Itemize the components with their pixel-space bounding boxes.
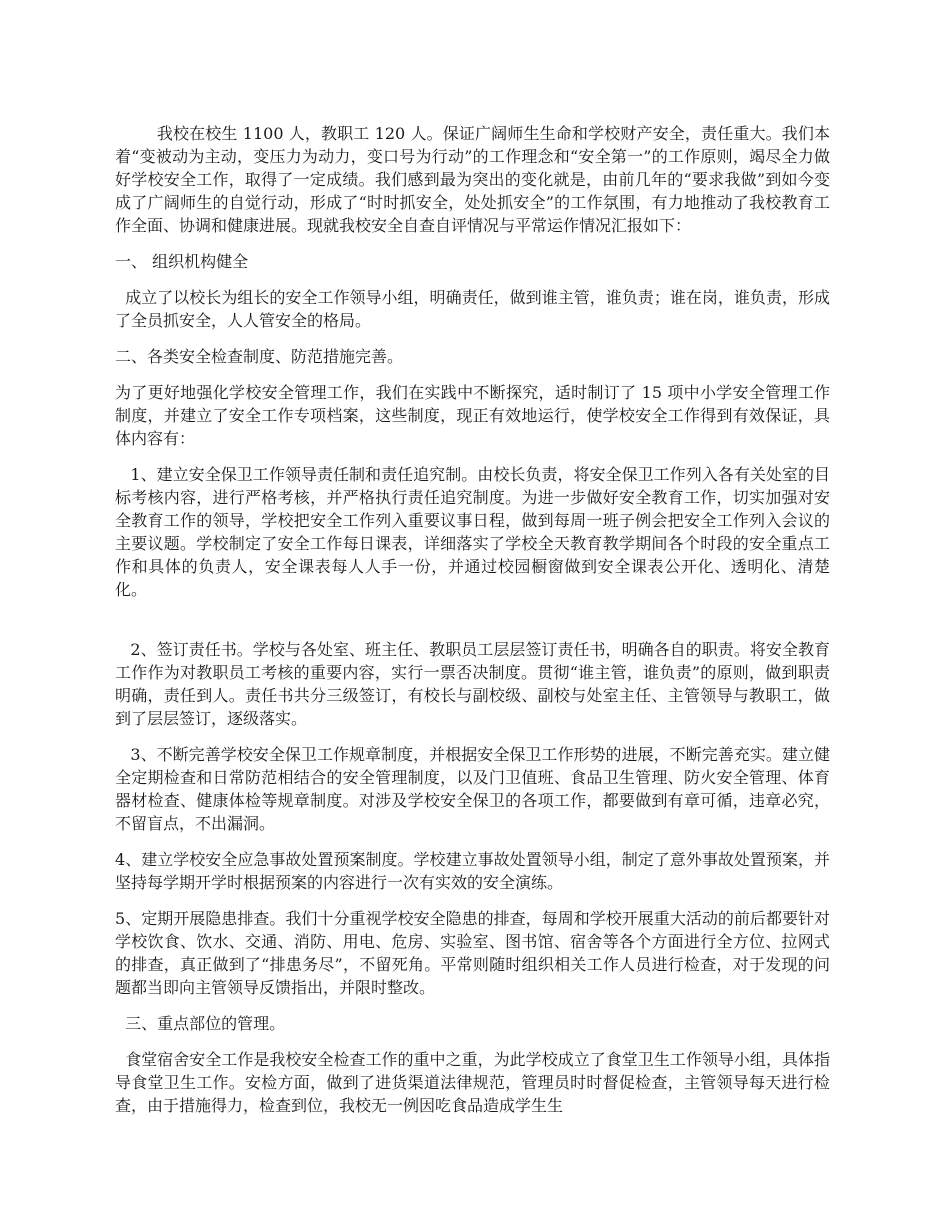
org-paragraph: 成立了以校长为组长的安全工作领导小组，明确责任，做到谁主管，谁负责；谁在岗，谁负责，形成了全员抓安全，人人管安全的格局。 bbox=[115, 288, 830, 330]
item-3-paragraph: 3、不断完善学校安全保卫工作规章制度，并根据安全保卫工作形势的进展，不断完善充实。建立健全定期检查和日常防范相结合的安全管理制度，以及门卫值班、食品卫生管理、防火安全管理、体育器材检查、健康体检等规章制度。对涉及学校安全保卫的各项工作，都要做到有章可循，违章必究，不留盲点，不出漏洞。 bbox=[115, 745, 830, 833]
item-2-paragraph: 2、签订责任书。学校与各处室、班主任、教职员工层层签订责任书，明确各自的职责。将安全教育工作作为对教职员工考核的重要内容，实行一票否决制度。贯彻“谁主管，谁负责”的原则，做到职责明确，责任到人。责任书共分三级签订，有校长与副校级、副校与处室主任、主管领导与教职工，做到了层层签订，逐级落实。 bbox=[115, 640, 830, 728]
item-5-paragraph: 5、定期开展隐患排查。我们十分重视学校安全隐患的排查，每周和学校开展重大活动的前后都要针对学校饮食、饮水、交通、消防、用电、危房、实验室、图书馆、宿舍等各个方面进行全方位、拉网式的排查，真正做到了“排患务尽”，不留死角。平常则随时组织相关工作人员进行检查，对于发现的问题都当即向主管领导反馈指出，并限时整改。 bbox=[115, 909, 830, 997]
canteen-paragraph: 食堂宿舍安全工作是我校安全检查工作的重中之重，为此学校成立了食堂卫生工作领导小组，具体指导食堂卫生工作。安检方面，做到了进货渠道法律规范，管理员时时督促检查，主管领导每天进行检查，由于措施得力，检查到位，我校无一例因吃食品造成学生生 bbox=[115, 1050, 830, 1115]
section-heading-3: 三、重点部位的管理。 bbox=[115, 1014, 286, 1033]
rules-intro-paragraph: 为了更好地强化学校安全管理工作，我们在实践中不断探究，适时制订了 15 项中小学安全管理工作制度，并建立了安全工作专项档案，这些制度，现正有效地运行，使学校安全工作得到有效保证，具体内容有： bbox=[115, 383, 830, 448]
section-heading-1: 一、 组织机构健全 bbox=[115, 252, 249, 271]
intro-paragraph: 我校在校生 1100 人，教职工 120 人。保证广阔师生生命和学校财产安全，责任重大。我们本着“变被动为主动，变压力为动力，变口号为行动”的工作理念和“安全第一”的工作原则，竭尽全力做好学校安全工作，取得了一定成绩。我们感到最为突出的变化就是，由前几年的“要求我做”到如今变成了广阔师生的自觉行动，形成了“时时抓安全，处处抓安全”的工作氛围，有力地推动了我校教育工作全面、协调和健康进展。现就我校安全自查自评情况与平常运作情况汇报如下： bbox=[115, 124, 831, 235]
section-heading-2: 二、各类安全检查制度、防范措施完善。 bbox=[115, 347, 404, 366]
item-4-paragraph: 4、建立学校安全应急事故处置预案制度。学校建立事故处置领导小组，制定了意外事故处置预案，并坚持每学期开学时根据预案的内容进行一次有实效的安全演练。 bbox=[115, 850, 830, 892]
item-1-paragraph: 1、建立安全保卫工作领导责任制和责任追究制。由校长负责，将安全保卫工作列入各有关处室的目标考核内容，进行严格考核，并严格执行责任追究制度。为进一步做好安全教育工作，切实加强对安全教育工作的领导，学校把安全工作列入重要议事日程，做到每周一班子例会把安全工作列入会议的主要议题。学校制定了安全工作每日课表，详细落实了学校全天教育教学期间各个时段的安全重点工作和具体的负责人，安全课表每人人手一份，并通过校园橱窗做到安全课表公开化、透明化、清楚化。 bbox=[115, 465, 830, 599]
document-page bbox=[115, 122, 830, 1117]
